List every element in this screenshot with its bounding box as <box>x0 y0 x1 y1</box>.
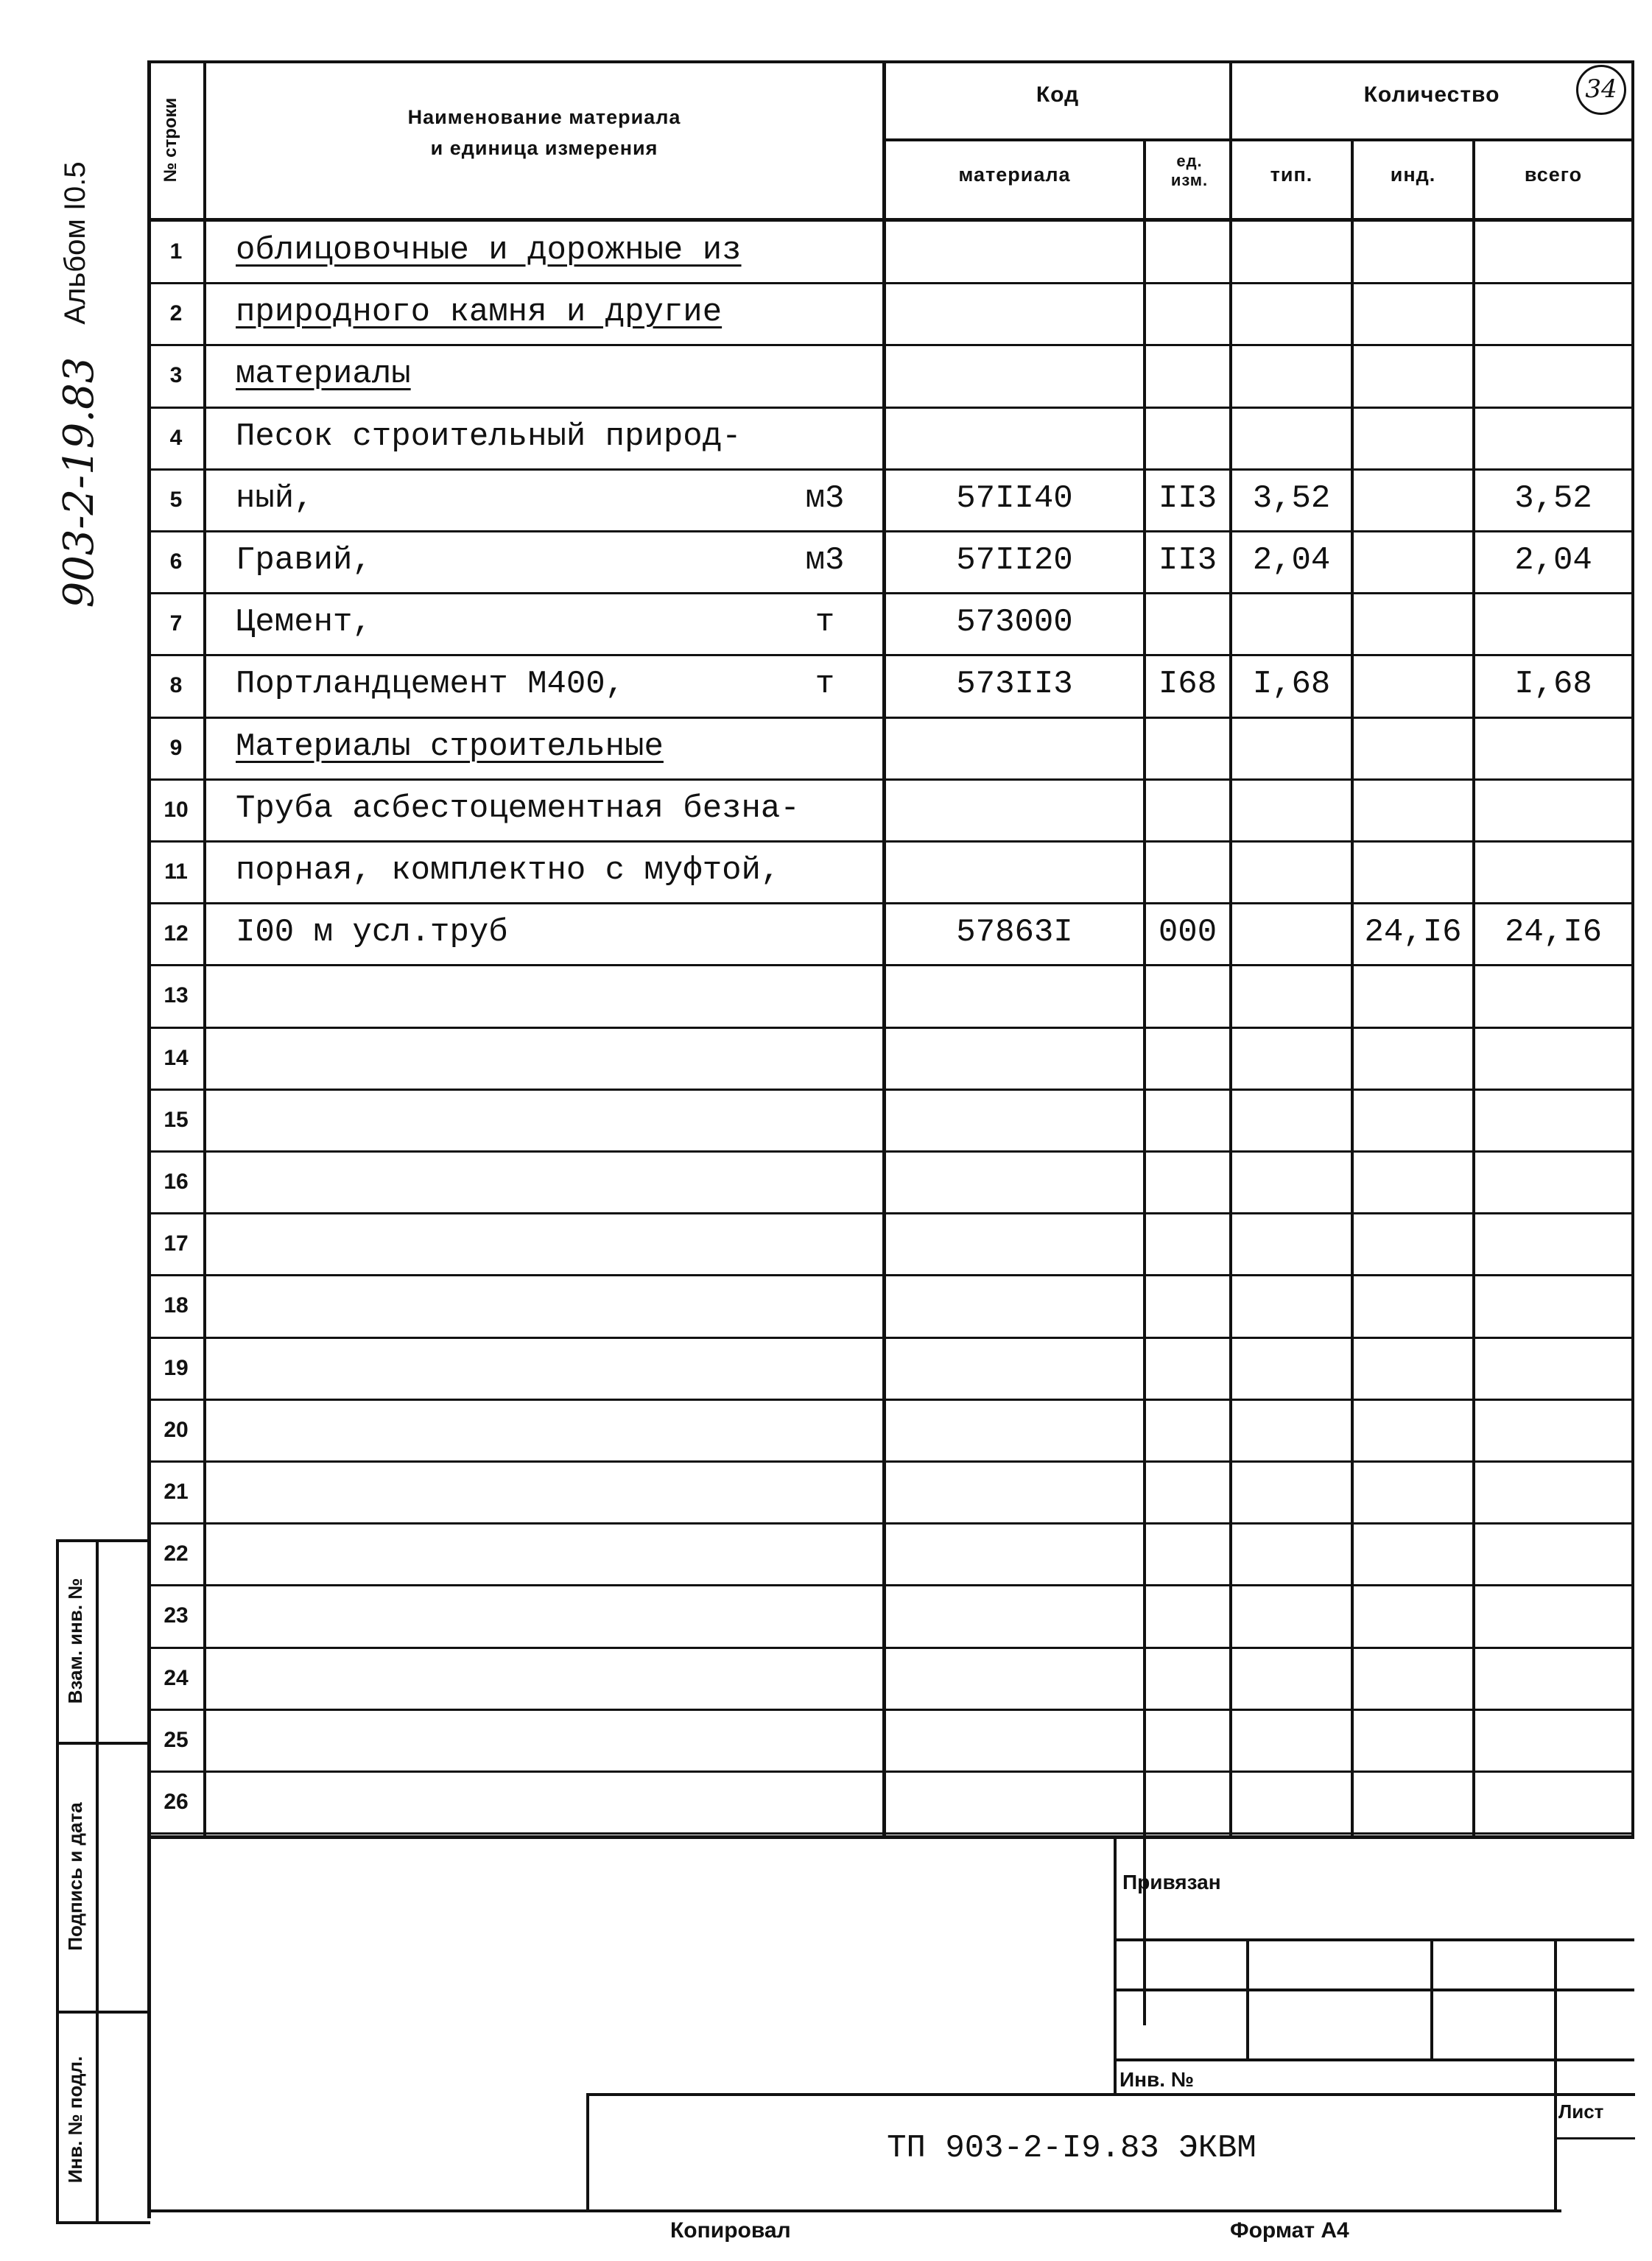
row-number: 17 <box>164 1231 189 1256</box>
row-number: 23 <box>164 1603 189 1628</box>
header-row-number: № строки <box>161 97 180 183</box>
row-number: 13 <box>164 983 189 1008</box>
cell-name: облицовочные и дорожные из <box>236 232 742 269</box>
row-divider <box>147 1089 1634 1091</box>
row-number: 8 <box>169 673 183 697</box>
row-number: 22 <box>164 1541 189 1566</box>
cell-total: 2,04 <box>1514 542 1592 579</box>
row-divider <box>147 717 1634 719</box>
header-name-line2: и единица измерения <box>430 137 658 159</box>
row-divider <box>147 1771 1634 1773</box>
row-number: 5 <box>169 488 183 512</box>
row-divider <box>147 1522 1634 1525</box>
row-divider <box>147 1399 1634 1401</box>
row-number: 14 <box>164 1046 189 1070</box>
cell-name: Портландцемент М400, <box>236 666 625 703</box>
cell-name: порная, комплектно с муфтой, <box>236 852 781 889</box>
cell-code: 573II3 <box>956 666 1073 703</box>
row-divider <box>147 344 1634 346</box>
cell-ind: 24,I6 <box>1364 914 1462 951</box>
cell-unit: м3 <box>805 480 845 517</box>
row-divider <box>147 840 1634 843</box>
header-qty-ind: инд. <box>1390 163 1436 186</box>
row-divider <box>147 468 1634 471</box>
cell-uom: I68 <box>1158 666 1217 703</box>
page-number-circle: 34 <box>1576 65 1626 115</box>
header-name-line1: Наименование материала <box>407 106 681 128</box>
header-qty-typ: тип. <box>1270 163 1313 186</box>
row-divider <box>147 1584 1634 1586</box>
row-divider <box>147 1709 1634 1711</box>
stamp-inv-podl: Инв. № подл. <box>64 2056 86 2184</box>
cell-name: Труба асбестоцементная безна- <box>236 790 800 827</box>
row-divider <box>147 530 1634 532</box>
sheet-label: Лист <box>1558 2100 1604 2123</box>
header-qty-total: всего <box>1524 163 1583 186</box>
cell-name: Песок строительный природ- <box>236 418 742 455</box>
row-number: 2 <box>169 301 183 326</box>
cell-unit: т <box>815 666 835 703</box>
cell-unit: м3 <box>805 542 845 579</box>
row-number: 24 <box>164 1666 189 1690</box>
stamp-signature-date: Подпись и дата <box>64 1802 86 1951</box>
row-divider <box>147 1027 1634 1029</box>
privyazan-label: Привязан <box>1122 1871 1221 1893</box>
row-number: 7 <box>169 611 183 636</box>
row-divider <box>147 592 1634 594</box>
row-number: 16 <box>164 1170 189 1194</box>
cell-code: 57863I <box>956 914 1073 951</box>
row-number: 19 <box>164 1356 189 1380</box>
header-code: Код <box>1036 82 1080 107</box>
document-code: ТП 903-2-I9.83 ЭКВМ <box>887 2130 1256 2167</box>
cell-name: Цемент, <box>236 604 372 641</box>
header-code-unit: ед. изм. <box>1170 152 1209 189</box>
row-number: 12 <box>164 921 189 946</box>
cell-typ: I,68 <box>1252 666 1331 703</box>
row-number: 26 <box>164 1790 189 1814</box>
row-number: 11 <box>164 859 188 884</box>
row-divider <box>147 282 1634 284</box>
row-number: 9 <box>169 736 183 760</box>
row-divider <box>147 654 1634 656</box>
row-divider <box>147 1212 1634 1214</box>
cell-total: I,68 <box>1514 666 1592 703</box>
header-quantity: Количество <box>1363 82 1500 107</box>
cell-unit: т <box>815 604 835 641</box>
row-divider <box>147 1274 1634 1276</box>
album-label: Альбом I0.5 <box>59 161 91 325</box>
cell-name: Гравий, <box>236 542 372 579</box>
cell-name: Материалы строительные <box>236 728 664 765</box>
row-number: 4 <box>169 426 183 450</box>
row-number: 15 <box>164 1108 189 1132</box>
cell-total: 24,I6 <box>1504 914 1603 951</box>
row-number: 6 <box>169 549 183 574</box>
cell-code: 57II20 <box>956 542 1073 579</box>
row-divider <box>147 902 1634 904</box>
inv-no-label: Инв. № <box>1120 2068 1195 2091</box>
row-divider <box>147 1832 1634 1835</box>
cell-uom: 000 <box>1158 914 1217 951</box>
row-divider <box>147 778 1634 781</box>
cell-uom: II3 <box>1158 480 1217 517</box>
row-number: 1 <box>169 239 183 264</box>
cell-name: природного камня и другие <box>236 294 723 331</box>
format-label: Формат А4 <box>1230 2218 1349 2243</box>
cell-typ: 2,04 <box>1252 542 1331 579</box>
row-number: 20 <box>164 1418 189 1442</box>
cell-code: 57II40 <box>956 480 1073 517</box>
row-divider <box>147 407 1634 409</box>
row-number: 10 <box>164 798 189 822</box>
cell-code: 573000 <box>956 604 1073 641</box>
row-divider <box>147 1337 1634 1339</box>
row-number: 25 <box>164 1728 189 1752</box>
row-number: 18 <box>164 1293 189 1318</box>
row-number: 3 <box>169 363 183 387</box>
row-divider <box>147 1460 1634 1463</box>
cell-name: ный, <box>236 480 314 517</box>
row-divider <box>147 1150 1634 1153</box>
cell-total: 3,52 <box>1514 480 1592 517</box>
row-number: 21 <box>164 1480 189 1504</box>
cell-uom: II3 <box>1158 542 1217 579</box>
row-divider <box>147 964 1634 966</box>
cell-typ: 3,52 <box>1252 480 1331 517</box>
cell-name: материалы <box>236 356 411 393</box>
series-handwritten: 903-2-19.83 <box>55 356 103 608</box>
row-divider <box>147 1647 1634 1649</box>
cell-name: I00 м усл.труб <box>236 914 508 951</box>
stamp-vzam-inv: Взам. инв. № <box>64 1578 86 1704</box>
copied-by-label: Копировал <box>670 2218 791 2243</box>
header-code-material: материала <box>958 163 1071 186</box>
